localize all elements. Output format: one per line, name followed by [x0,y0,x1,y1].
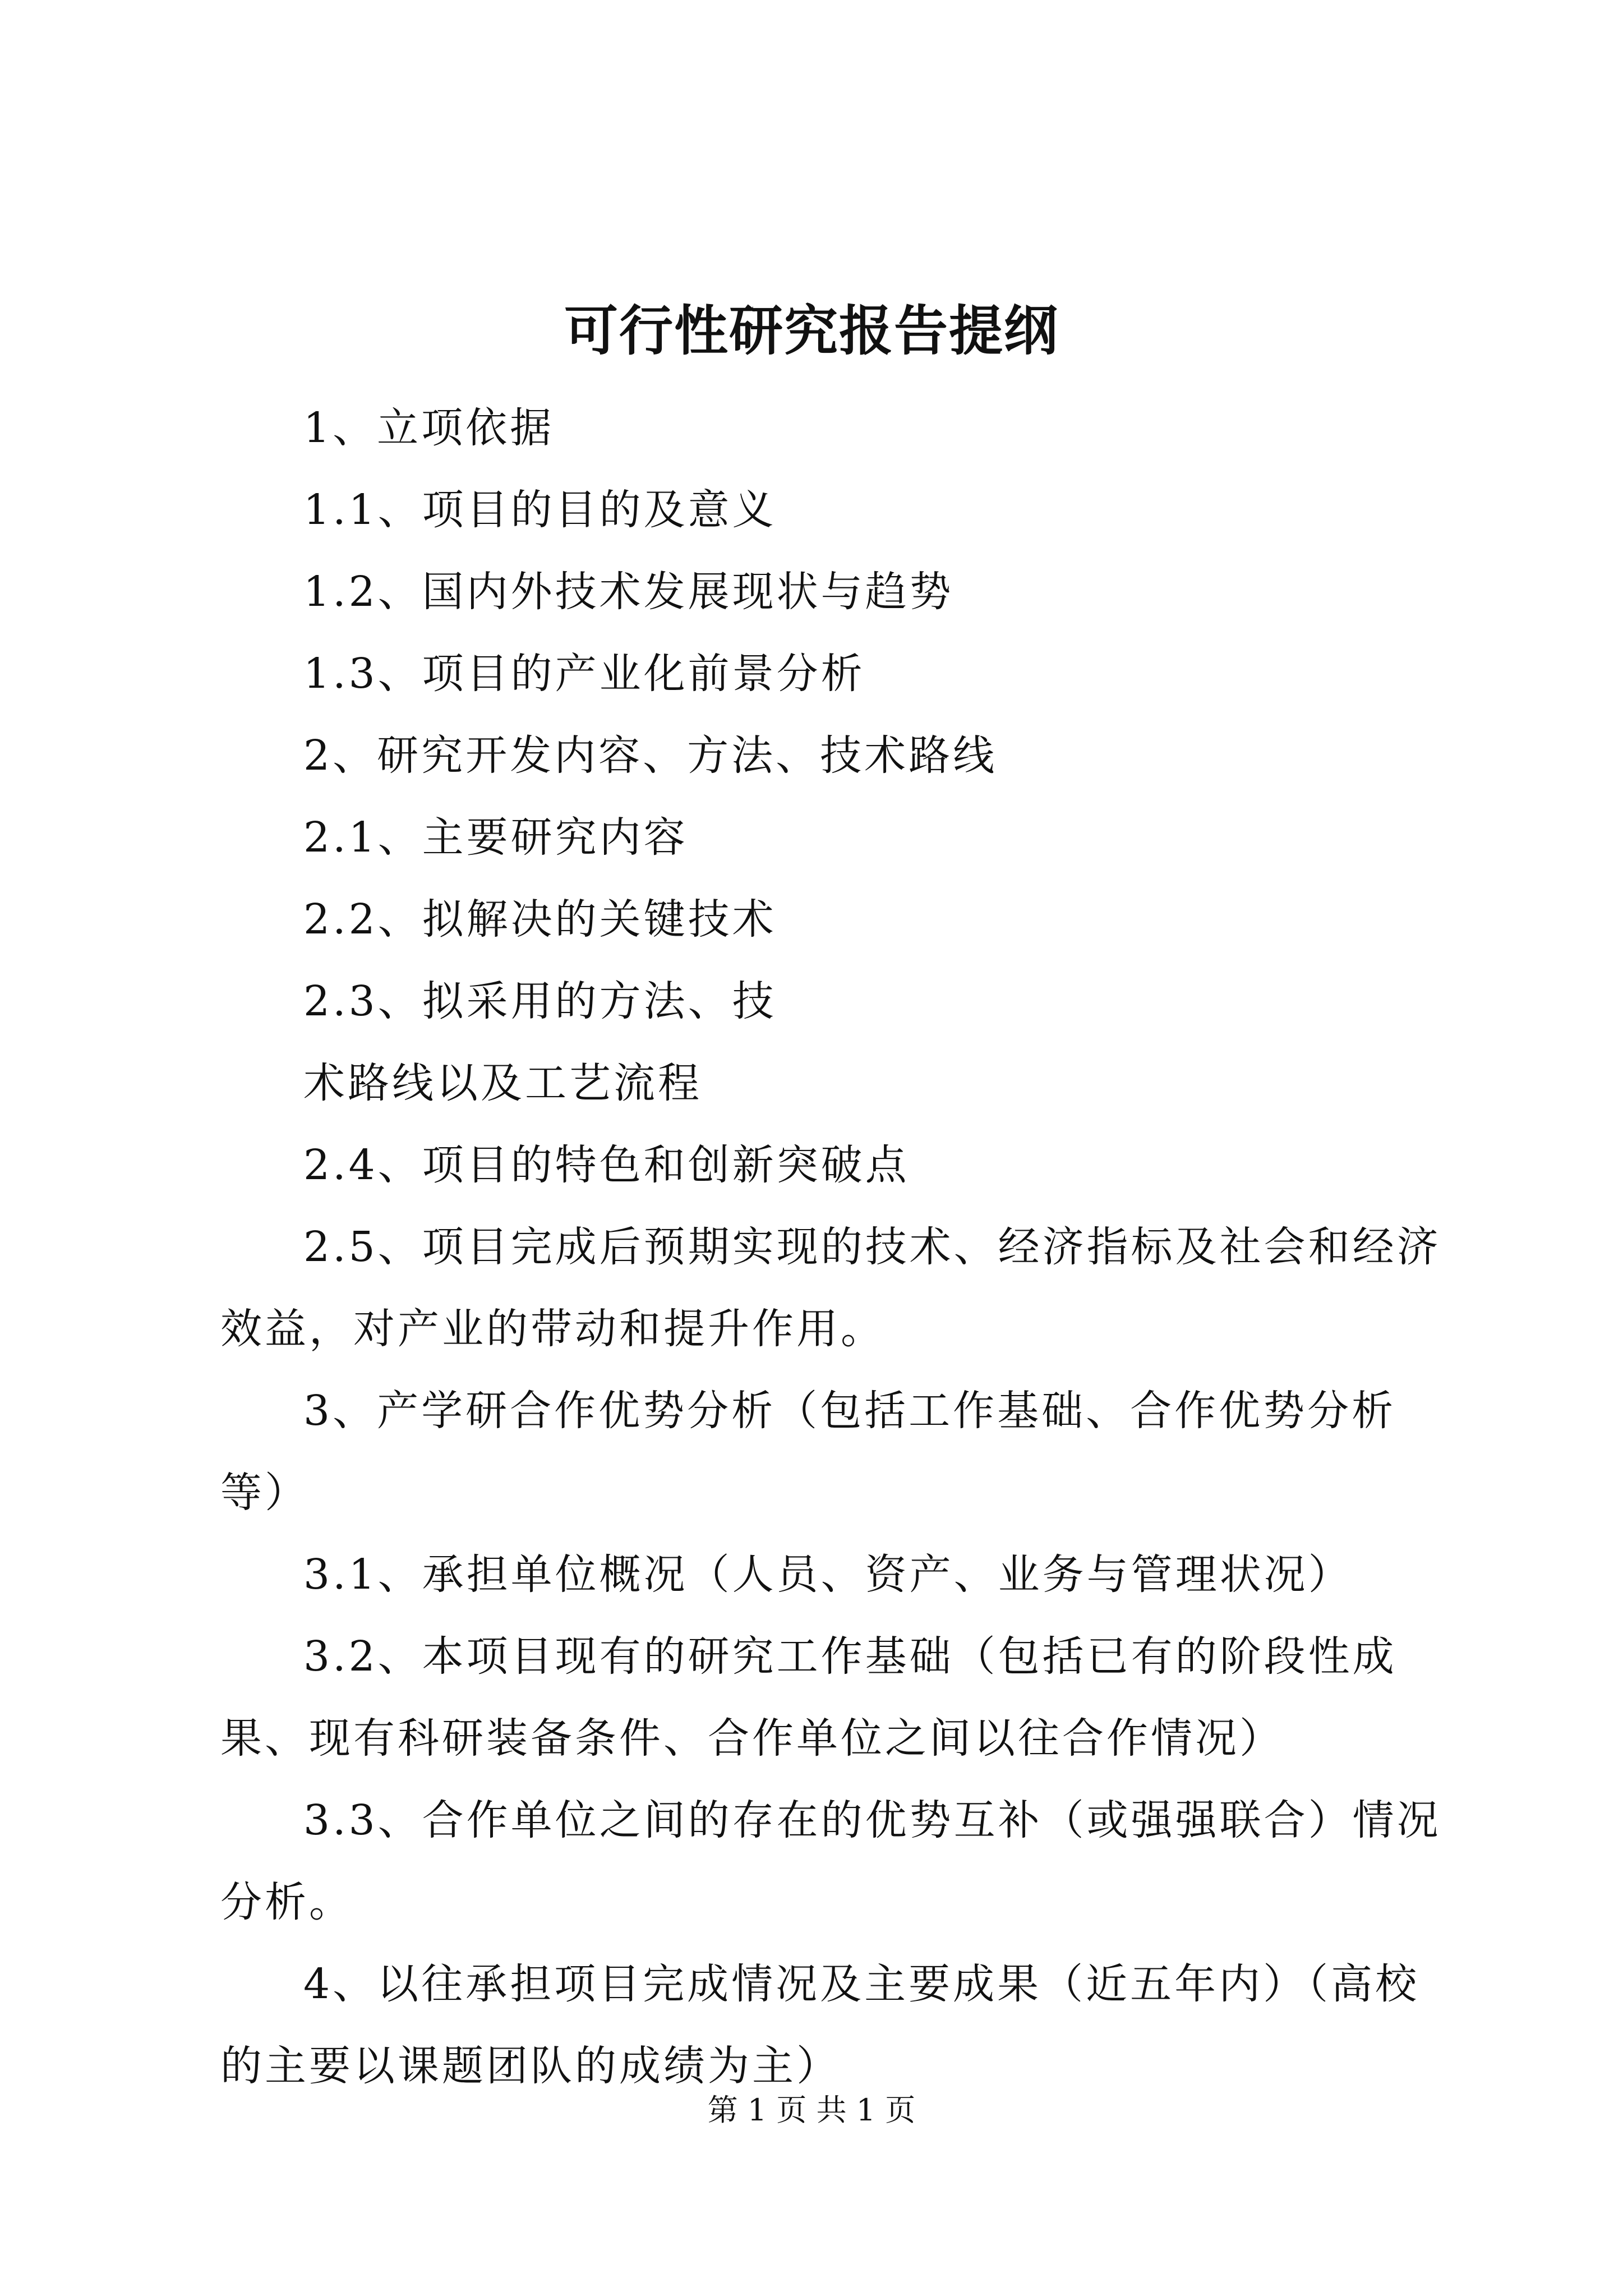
outline-item: 2.4、项目的特色和创新突破点 [303,1141,910,1189]
page-number-footer: 第 1 页 共 1 页 [707,2092,916,2128]
outline-item: 4、以往承担项目完成情况及主要成果（近五年内）（高校的主要以课题团队的成绩为主） [220,1960,1420,2090]
outline-item: 2、研究开发内容、方法、技术路线 [303,731,998,780]
outline-item: 3.2、本项目现有的研究工作基础（包括已有的阶段性成果、现有科研装备条件、合作单位之间以往合作情况） [220,1632,1397,1763]
outline-item: 2.2、拟解决的关键技术 [303,895,777,944]
document-title: 可行性研究报告提纲 [564,299,1059,362]
outline-item: 1.1、项目的目的及意义 [303,486,777,534]
outline-item: 3.1、承担单位概况（人员、资产、业务与管理状况） [303,1550,1353,1599]
outline-item: 2.5、项目完成后预期实现的技术、经济指标及社会和经济效益，对产业的带动和提升作用。 [220,1223,1441,1353]
outline-item: 1.2、国内外技术发展现状与趋势 [303,568,954,616]
outline-item: 术路线以及工艺流程 [303,1059,702,1107]
document-body [220,387,1443,2107]
outline-item: 2.1、主要研究内容 [303,813,688,862]
outline-item: 3、产学研合作优势分析（包括工作基础、合作优势分析等） [220,1387,1396,1517]
outline-item: 3.3、合作单位之间的存在的优势互补（或强强联合）情况分析。 [220,1796,1441,1926]
outline-item: 1.3、项目的产业化前景分析 [303,650,865,698]
outline-item: 2.3、拟采用的方法、技 [303,977,777,1025]
outline-item: 1、立项依据 [303,404,555,452]
